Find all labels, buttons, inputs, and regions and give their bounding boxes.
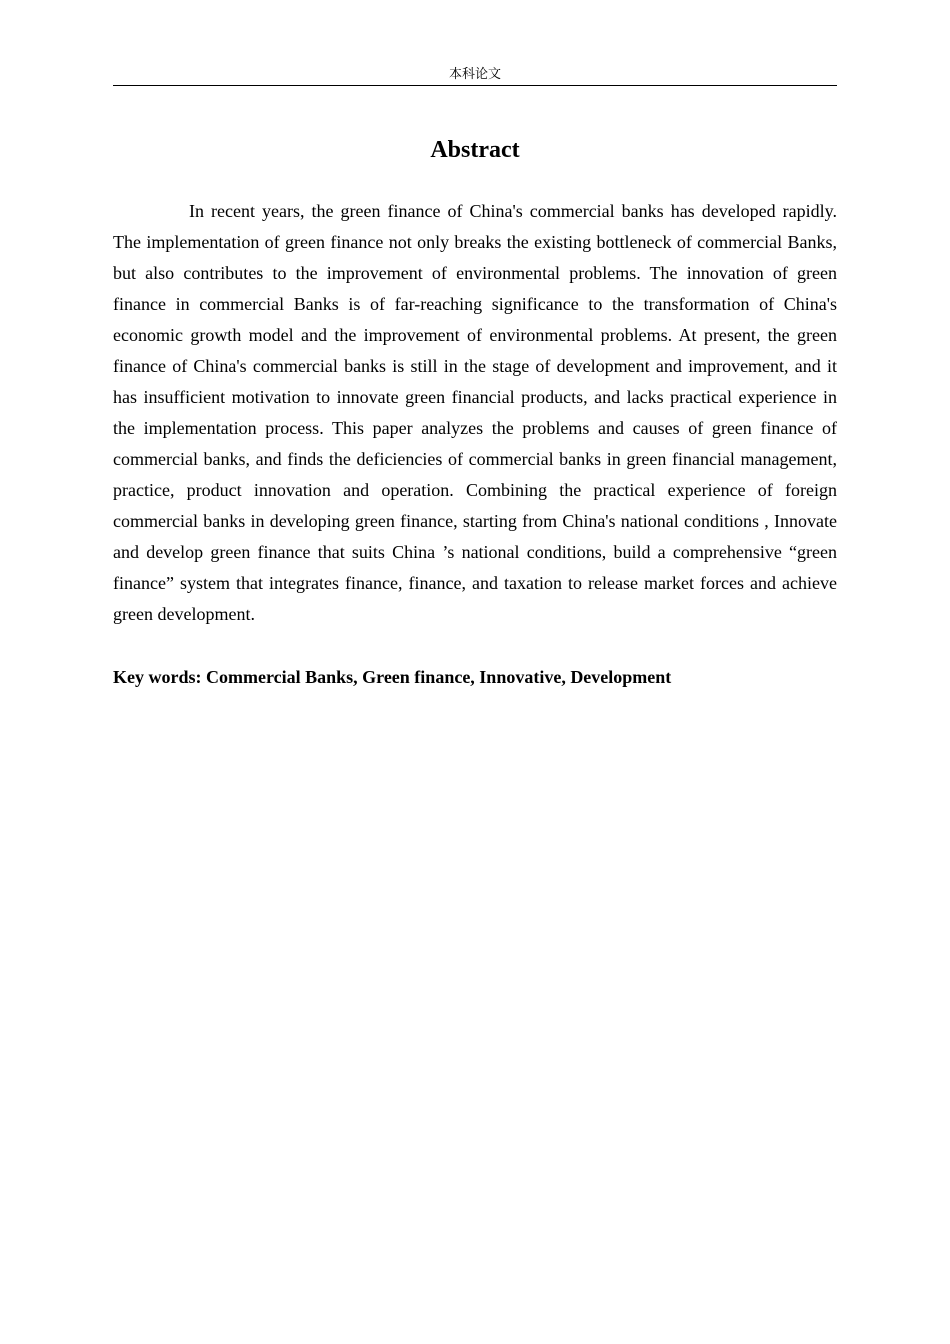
abstract-body: In recent years, the green finance of China's commercial banks has developed rapidly. The implementation of green finance not only breaks the existing bottleneck of commercial Banks, but also contributes to the improvement of environmental problems. The innovation of green finance in commercial Banks is of far-reaching significance to the transformation of China's economic growth model and the improvement of environmental problems. At present, the green finance of China's commercial banks is still in the stage of development and improvement, and it has insufficient motivation to innovate green financial products, and lacks practical experience in the implementation process. This paper analyzes the problems and causes of green finance of commercial banks, and finds the deficiencies of commercial banks in green financial management, practice, product innovation and operation. Combining the practical experience of foreign commercial banks in developing green finance, starting from China's national conditions , Innovate and develop green finance that suits China ’s national conditions, build a comprehensive “green finance” system that integrates finance, finance, and taxation to release market forces and achieve green development.	[113, 201, 837, 624]
header-rule	[113, 85, 837, 86]
running-header: 本科论文	[448, 67, 501, 82]
keywords: Key words: Commercial Banks, Green finance, Innovative, Development	[113, 667, 672, 687]
abstract-title: Abstract	[430, 137, 520, 163]
